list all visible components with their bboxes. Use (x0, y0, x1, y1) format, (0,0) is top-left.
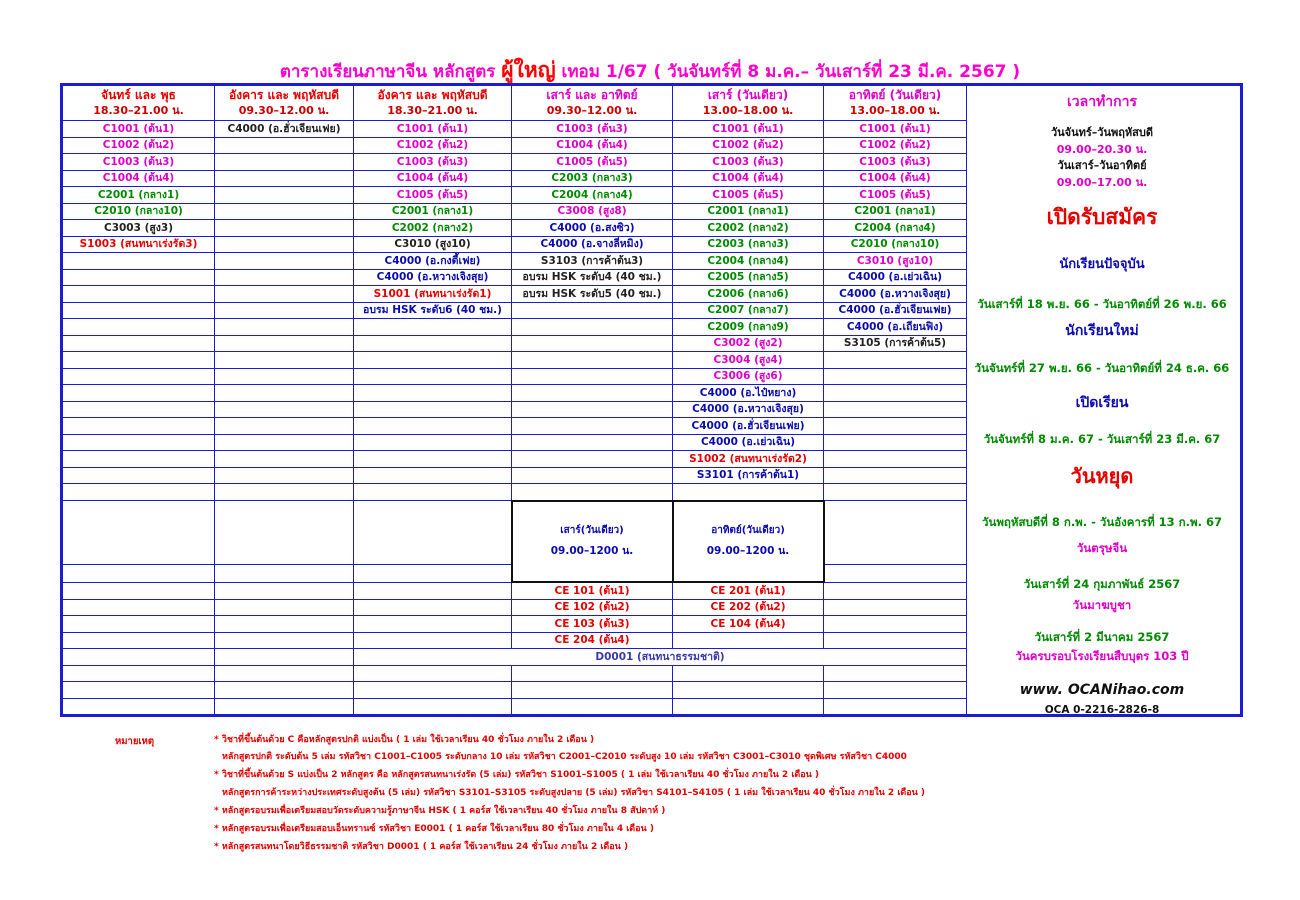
info-weekday-label: วันจันทร์–วันพฤหัสบดี (1050, 126, 1154, 139)
course-cell: C4000 (อ.กงตี้เฟย) (354, 253, 512, 270)
course-cell (512, 467, 673, 484)
info-holiday1-dates: วันพฤหัสบดีที่ 8 ก.พ. - วันอังคารที่ 13 ก.พ. 67 (982, 515, 1222, 529)
ce-course-cell: CE 204 (ต้น4) (512, 632, 673, 649)
course-cell (512, 385, 673, 402)
course-cell (215, 220, 354, 237)
course-cell: อบรม HSK ระดับ6 (40 ชม.) (354, 302, 512, 319)
course-cell: C1002 (ต้น2) (354, 137, 512, 154)
course-cell (354, 352, 512, 369)
course-cell: C2002 (กลาง2) (354, 220, 512, 237)
empty-cell (354, 564, 512, 582)
title-brand: ผู้ใหญ่ (501, 58, 556, 82)
ce-header-time: 09.00–1200 น. (706, 545, 790, 558)
course-cell: C4000 (อ.หวางเจิงสุย) (354, 269, 512, 286)
course-cell (512, 484, 673, 501)
header-time: 09.30–12.00 น. (238, 104, 330, 117)
course-cell (512, 451, 673, 468)
header-time: 18.30–21.00 น. (387, 104, 478, 117)
course-cell (824, 368, 967, 385)
empty-cell (63, 616, 215, 633)
empty-cell (63, 698, 215, 715)
empty-cell (824, 698, 967, 715)
empty-cell (63, 649, 215, 666)
course-cell: C3010 (สูง10) (824, 253, 967, 270)
course-cell: C2006 (กลาง6) (673, 286, 824, 303)
course-cell (215, 187, 354, 204)
course-cell: C1003 (ต้น3) (63, 154, 215, 171)
header-time: 09.30–12.00 น. (546, 104, 638, 117)
course-cell (354, 451, 512, 468)
course-cell (63, 286, 215, 303)
ce-course-cell: CE 202 (ต้น2) (673, 599, 824, 616)
course-cell (512, 352, 673, 369)
course-cell: S3103 (การค้าต้น3) (512, 253, 673, 270)
course-cell: C1003 (ต้น3) (824, 154, 967, 171)
empty-cell (673, 698, 824, 715)
course-cell: C2004 (กลาง4) (512, 187, 673, 204)
course-cell (354, 484, 512, 501)
course-cell (512, 368, 673, 385)
notes-label: หมายเหตุ (115, 736, 155, 747)
course-cell (63, 302, 215, 319)
course-cell: C2010 (กลาง10) (824, 236, 967, 253)
course-cell (215, 137, 354, 154)
header-day: เสาร์ และ อาทิตย์ (546, 88, 638, 102)
course-cell (824, 385, 967, 402)
course-cell (215, 368, 354, 385)
info-holiday2-name: วันมาฆบูชา (1072, 598, 1132, 612)
course-cell (512, 302, 673, 319)
empty-cell (215, 682, 354, 699)
column-header (512, 86, 673, 121)
info-weekday-time: 09.00–20.30 น. (1056, 143, 1148, 156)
course-cell: C1003 (ต้น3) (673, 154, 824, 171)
course-cell (824, 418, 967, 435)
course-cell (673, 484, 824, 501)
info-class-dates: วันจันทร์ที่ 8 ม.ค. 67 - วันเสาร์ที่ 23 มี.ค. 67 (983, 432, 1221, 446)
empty-cell (215, 564, 354, 582)
empty-cell (673, 682, 824, 699)
course-cell: S3101 (การค้าต้น1) (673, 467, 824, 484)
empty-cell (215, 665, 354, 682)
course-cell: C4000 (อ.หวางเจิงสุย) (824, 286, 967, 303)
info-class-title: เปิดเรียน (1075, 395, 1129, 411)
course-cell (63, 451, 215, 468)
course-cell (215, 154, 354, 171)
course-cell: S1002 (สนทนาเร่งรัด2) (673, 451, 824, 468)
course-cell: C4000 (อ.เย่วเฉิน) (673, 434, 824, 451)
course-cell: S1003 (สนทนาเร่งรัด3) (63, 236, 215, 253)
course-cell: C1001 (ต้น1) (354, 121, 512, 138)
course-cell: C1004 (ต้น4) (354, 170, 512, 187)
course-cell: C4000 (อ.ไป๋หยาง) (673, 385, 824, 402)
empty-cell (512, 665, 673, 682)
ce-course-cell: CE 201 (ต้น1) (673, 582, 824, 599)
ce-course-cell: CE 101 (ต้น1) (512, 582, 673, 599)
course-cell (824, 434, 967, 451)
course-cell (215, 302, 354, 319)
info-holiday2-dates: วันเสาร์ที่ 24 กุมภาพันธ์ 2567 (1023, 577, 1181, 591)
course-cell (215, 401, 354, 418)
empty-cell (215, 632, 354, 649)
course-cell: C2007 (กลาง7) (673, 302, 824, 319)
course-cell: C2001 (กลาง1) (824, 203, 967, 220)
empty-cell (215, 649, 354, 666)
course-cell (215, 253, 354, 270)
empty-cell (63, 632, 215, 649)
info-holiday1-name: วันตรุษจีน (1076, 541, 1128, 555)
course-cell: C1004 (ต้น4) (673, 170, 824, 187)
course-cell: C4000 (อ.ฮั่วเจียนเฟย) (824, 302, 967, 319)
empty-cell (63, 599, 215, 616)
empty-cell (215, 501, 354, 565)
course-cell (63, 401, 215, 418)
header-time: 13.00–18.00 น. (849, 104, 941, 117)
course-cell (63, 434, 215, 451)
ce-course-cell: CE 103 (ต้น3) (512, 616, 673, 633)
empty-cell (354, 682, 512, 699)
course-cell: C1004 (ต้น4) (512, 137, 673, 154)
course-cell: อบรม HSK ระดับ4 (40 ชม.) (512, 269, 673, 286)
note-line: * วิชาที่ขึ้นต้นด้วย C คือหลักสูตรปกติ แบ่งเป็น ( 1 เล่ม ใช้เวลาเรียน 40 ชั่วโมง ภายใน 2 เดือน ) (214, 735, 595, 745)
header-day: อังคาร และ พฤหัสบดี (377, 88, 488, 102)
info-panel (967, 86, 1241, 715)
course-cell: C1002 (ต้น2) (63, 137, 215, 154)
course-cell: C2001 (กลาง1) (354, 203, 512, 220)
course-cell (215, 335, 354, 352)
d0001-course: D0001 (สนทนาธรรมชาติ) (354, 649, 967, 666)
course-cell: C3006 (สูง6) (673, 368, 824, 385)
course-cell: C1004 (ต้น4) (824, 170, 967, 187)
course-cell (63, 418, 215, 435)
empty-cell (512, 682, 673, 699)
info-phone: OCA 0-2216-2826-8 (1044, 704, 1160, 715)
header-day: อังคาร และ พฤหัสบดี (229, 88, 339, 102)
course-cell (215, 484, 354, 501)
course-cell: อบรม HSK ระดับ5 (40 ชม.) (512, 286, 673, 303)
note-line: หลักสูตรปกติ ระดับต้น 5 เล่ม รหัสวิชา C1001–C1005 ระดับกลาง 10 เล่ม รหัสวิชา C2001–C2010 ระดับสูง 10 เล่ม รหัสวิชา C3001–C3010 ชุดพิเศษ รหัสวิชา C4000 (222, 752, 907, 762)
empty-cell (512, 698, 673, 715)
empty-cell (354, 665, 512, 682)
course-cell (63, 335, 215, 352)
header-time: 18.30–21.00 น. (93, 104, 184, 117)
empty-cell (354, 632, 512, 649)
course-cell: C2002 (กลาง2) (673, 220, 824, 237)
ce-course-cell: CE 102 (ต้น2) (512, 599, 673, 616)
column-header (215, 86, 354, 121)
course-cell (512, 434, 673, 451)
course-cell: C3010 (สูง10) (354, 236, 512, 253)
column-header (63, 86, 215, 121)
empty-cell (63, 682, 215, 699)
note-line: * หลักสูตรอบรมเพื่อเตรียมสอบวัดระดับความรู้ภาษาจีน HSK ( 1 คอร์ส ใช้เวลาเรียน 40 ชั่วโมง ภายใน 8 สัปดาห์ ) (214, 806, 666, 816)
empty-cell (824, 501, 967, 565)
course-cell: C1001 (ต้น1) (63, 121, 215, 138)
empty-cell (215, 582, 354, 599)
empty-cell (673, 665, 824, 682)
column-header (673, 86, 824, 121)
course-cell: C1002 (ต้น2) (824, 137, 967, 154)
course-cell: C1002 (ต้น2) (673, 137, 824, 154)
course-cell (215, 286, 354, 303)
empty-cell (354, 582, 512, 599)
header-day: จันทร์ และ พุธ (101, 88, 176, 102)
ce-header-time: 09.00–1200 น. (550, 545, 634, 558)
course-cell: C3008 (สูง8) (512, 203, 673, 220)
course-cell (512, 418, 673, 435)
course-cell (354, 368, 512, 385)
ce-header (673, 501, 824, 583)
empty-cell (824, 682, 967, 699)
course-cell: C3004 (สูง4) (673, 352, 824, 369)
note-line: * หลักสูตรอบรมเพื่อเตรียมสอบเอ็นทรานซ์ รหัสวิชา E0001 ( 1 คอร์ส ใช้เวลาเรียน 80 ชั่วโมง ภายใน 4 เดือน ) (214, 824, 654, 834)
course-cell (215, 467, 354, 484)
info-new-label: นักเรียนใหม่ (1065, 323, 1139, 339)
course-cell: C3003 (สูง3) (63, 220, 215, 237)
course-cell (215, 319, 354, 336)
ce-course-cell: CE 104 (ต้น4) (673, 616, 824, 633)
empty-cell (63, 665, 215, 682)
course-cell (215, 236, 354, 253)
empty-cell (215, 616, 354, 633)
course-cell: C4000 (อ.ฮั่วเจียนเฟย) (215, 121, 354, 138)
info-open-title: เปิดรับสมัคร (1046, 205, 1158, 229)
course-cell (354, 319, 512, 336)
course-cell (354, 418, 512, 435)
course-cell: S3105 (การค้าต้น5) (824, 335, 967, 352)
course-cell (824, 352, 967, 369)
course-cell: C2001 (กลาง1) (673, 203, 824, 220)
note-line: * วิชาที่ขึ้นต้นด้วย S แบ่งเป็น 2 หลักสูตร คือ หลักสูตรสนทนาเร่งรัด (5 เล่ม) รหัสวิชา S1001–S1005 ( 1 เล่ม ใช้เวลาเรียน 40 ชั่วโมง ภายใน 2 เดือน ) (214, 770, 820, 780)
course-cell (824, 401, 967, 418)
empty-cell (354, 698, 512, 715)
course-cell (824, 451, 967, 468)
info-new-dates: วันจันทร์ที่ 27 พ.ย. 66 - วันอาทิตย์ที่ 24 ธ.ค. 66 (974, 361, 1230, 375)
course-cell (354, 434, 512, 451)
ce-header (512, 501, 673, 583)
course-cell: C4000 (อ.สงซิว) (512, 220, 673, 237)
course-cell: C1001 (ต้น1) (824, 121, 967, 138)
course-cell: C4000 (อ.เถียนฟิง) (824, 319, 967, 336)
info-holiday3-name: วันครบรอบโรงเรียนสืบบุตร 103 ปี (1015, 649, 1189, 663)
empty-cell (354, 616, 512, 633)
ce-header-day: เสาร์(วันเดียว) (560, 525, 624, 537)
course-cell: C2001 (กลาง1) (63, 187, 215, 204)
course-cell (63, 319, 215, 336)
course-cell (354, 467, 512, 484)
course-cell (215, 434, 354, 451)
column-header (824, 86, 967, 121)
course-cell (63, 385, 215, 402)
info-current-dates: วันเสาร์ที่ 18 พ.ย. 66 - วันอาทิตย์ที่ 26 พ.ย. 66 (977, 297, 1227, 311)
empty-cell (354, 501, 512, 565)
course-cell (63, 253, 215, 270)
course-cell (824, 484, 967, 501)
course-cell: C1004 (ต้น4) (63, 170, 215, 187)
course-cell (215, 269, 354, 286)
empty-cell (215, 698, 354, 715)
course-cell: C4000 (อ.ฮั่วเจียนเฟย) (673, 418, 824, 435)
course-cell (354, 401, 512, 418)
empty-cell (824, 564, 967, 582)
ce-header-day: อาทิตย์(วันเดียว) (711, 525, 785, 537)
course-cell (215, 203, 354, 220)
course-cell: C1005 (ต้น5) (354, 187, 512, 204)
header-time: 13.00–18.00 น. (702, 104, 794, 117)
course-cell: C4000 (อ.จางลี่หมิง) (512, 236, 673, 253)
course-cell: C1001 (ต้น1) (673, 121, 824, 138)
course-cell: C1003 (ต้น3) (354, 154, 512, 171)
course-cell (354, 385, 512, 402)
course-cell: S1001 (สนทนาเร่งรัด1) (354, 286, 512, 303)
course-cell (63, 269, 215, 286)
course-cell: C2005 (กลาง5) (673, 269, 824, 286)
course-cell (215, 170, 354, 187)
empty-cell (63, 564, 215, 582)
course-cell: C3002 (สูง2) (673, 335, 824, 352)
course-cell (215, 352, 354, 369)
header-day: เสาร์ (วันเดียว) (707, 88, 789, 102)
course-cell: C2010 (กลาง10) (63, 203, 215, 220)
column-header (354, 86, 512, 121)
course-cell: C4000 (อ.หวางเจิงสุย) (673, 401, 824, 418)
info-holiday-title: วันหยุด (1070, 464, 1134, 488)
course-cell: C1005 (ต้น5) (512, 154, 673, 171)
course-cell: C2004 (กลาง4) (673, 253, 824, 270)
course-cell (63, 352, 215, 369)
empty-cell (63, 501, 215, 565)
course-cell (63, 484, 215, 501)
schedule-table (60, 83, 1243, 717)
info-current-label: นักเรียนปัจจุบัน (1059, 257, 1145, 272)
info-weekend-label: วันเสาร์–วันอาทิตย์ (1057, 159, 1147, 172)
header-day: อาทิตย์ (วันเดียว) (848, 88, 942, 102)
course-cell (824, 467, 967, 484)
course-cell (63, 368, 215, 385)
course-cell: C2003 (กลาง3) (673, 236, 824, 253)
empty-cell (63, 582, 215, 599)
info-weekend-time: 09.00–17.00 น. (1056, 176, 1148, 189)
course-cell (512, 401, 673, 418)
empty-cell (824, 665, 967, 682)
course-cell (63, 467, 215, 484)
empty-cell (824, 599, 967, 616)
course-cell: C1005 (ต้น5) (824, 187, 967, 204)
note-line: * หลักสูตรสนทนาโดยวิธีธรรมชาติ รหัสวิชา D0001 ( 1 คอร์ส ใช้เวลาเรียน 24 ชั่วโมง ภายใน 2 เดือน ) (214, 842, 629, 852)
course-cell: C4000 (อ.เย่วเฉิน) (824, 269, 967, 286)
info-hours-title: เวลาทำการ (1066, 94, 1138, 110)
empty-cell (824, 616, 967, 633)
note-line: หลักสูตรการค้าระหว่างประเทศระดับสูงต้น (5 เล่ม) รหัสวิชา S3101–S3105 ระดับสูงปลาย (5 เล่ม) รหัสวิชา S4101–S4105 ( 1 เล่ม ใช้เวลาเรียน 40 ชั่วโมง ภายใน 2 เดือน ) (222, 788, 926, 798)
course-cell: C1003 (ต้น3) (512, 121, 673, 138)
course-cell: C2009 (กลาง9) (673, 319, 824, 336)
course-cell: C2003 (กลาง3) (512, 170, 673, 187)
course-cell (215, 385, 354, 402)
empty-cell (354, 599, 512, 616)
course-cell (512, 335, 673, 352)
empty-cell (824, 632, 967, 649)
empty-cell (215, 599, 354, 616)
course-cell (512, 319, 673, 336)
empty-cell (824, 582, 967, 599)
course-cell: C2004 (กลาง4) (824, 220, 967, 237)
course-cell (354, 335, 512, 352)
info-website: www. OCANihao.com (1019, 682, 1185, 698)
page-title: ตารางเรียนภาษาจีน หลักสูตร ผู้ใหญ่ เทอม 1/67 ( วันจันทร์ที่ 8 ม.ค.– วันเสาร์ที่ 23 มี.ค. 2567 ) (279, 58, 1021, 82)
info-holiday3-dates: วันเสาร์ที่ 2 มีนาคม 2567 (1034, 630, 1170, 644)
course-cell (215, 418, 354, 435)
course-cell (215, 451, 354, 468)
header-row (63, 86, 1241, 121)
ce-course-cell (673, 632, 824, 649)
course-cell: C1005 (ต้น5) (673, 187, 824, 204)
